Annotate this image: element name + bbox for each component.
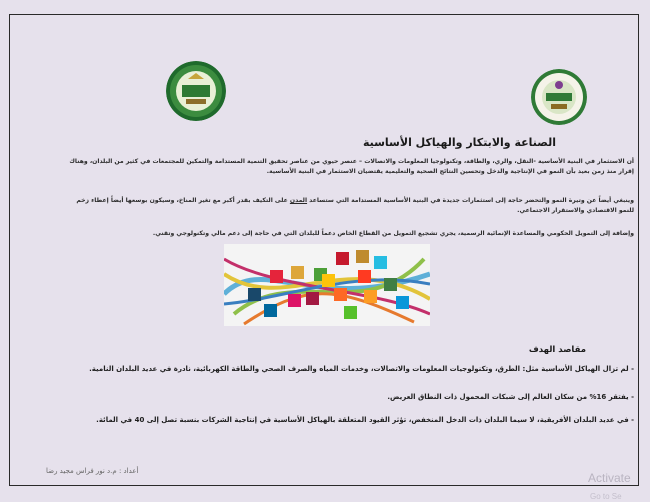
paragraph-2-part-b: على التكيف بقدر أكبر مع تغير المناخ، وسيكون بوسعها أيضاً إعطاء زخم للنمو الاقتصادي والاستقرار الاجتماعي. [76, 197, 634, 214]
sdg-tile-5 [358, 270, 371, 283]
sdg-tile-2 [291, 266, 304, 279]
goal-item: - لم تزال الهياكل الأساسية مثل: الطرق، وتكنولوجيات المعلومات والاتصالات، وخدمات المياه والصرف الصحي والطاقة الكهربائية، نادرة في عديد البلدان النامية. [89, 365, 634, 373]
sdg-tile-13 [384, 278, 397, 291]
sdg-tile-15 [344, 306, 357, 319]
sdg-tile-14 [396, 296, 409, 309]
paragraph-2-underlined: المدن [289, 197, 308, 204]
sdg-tile-12 [356, 250, 369, 263]
goal-item: - يفتقر 16% من سكان العالم إلى شبكات المحمول ذات النطاق العريض. [387, 393, 634, 401]
prepared-by: أعداد : م.د نور فراس مجيد رضا [46, 467, 139, 475]
goal-item: - في عديد البلدان الأفريقية، لا سيما البلدان ذات الدخل المنخفض، تؤثر القيود المتعلقة بالهياكل الأساسية في إنتاجية الشركات بنسبة تصل إلى 40 في المائة. [96, 416, 634, 424]
activation-watermark: Activate [588, 471, 631, 485]
activation-watermark-sub: Go to Se [590, 492, 622, 501]
paragraph-2 [68, 196, 634, 216]
university-logo-right [531, 69, 587, 125]
sdg-tile-9 [334, 288, 347, 301]
sdg-illustration [224, 244, 430, 326]
paragraph-3: وإضافة إلى التمويل الحكومي والمساعدة الإنمائية الرسمية، يجري تشجيع التمويل من القطاع الخاص دعماً للبلدان التي في حاجة إلى دعم مالي وتكنولوجي وتقني. [152, 230, 634, 237]
goals-heading: مقاصد الهدف [528, 345, 586, 355]
sdg-tile-11 [364, 290, 377, 303]
sdg-tile-10 [288, 294, 301, 307]
sdg-tile-17 [248, 288, 261, 301]
sdg-tile-1 [270, 270, 283, 283]
paragraph-2-part-a: وينبغي أيضاً عن وتيرة النمو والتحضر حاجة إلى استثمارات جديدة في البنية الأساسية المستدامة التي ستساعد [307, 197, 634, 204]
page-title: الصناعة والابتكار والهياكل الأساسية [362, 136, 556, 149]
sdg-tile-8 [306, 292, 319, 305]
sdg-tile-7 [322, 274, 335, 287]
sdg-tile-6 [374, 256, 387, 269]
university-logo-left [166, 61, 226, 121]
sdg-tile-16 [264, 304, 277, 317]
paragraph-1: أن الاستثمار في البنية الأساسية -النقل، والري، والطاقة، وتكنولوجيا المعلومات والاتصالات – عنصر حيوي من عناصر تحقيق التنمية المستدامة والتمكين للمجتمعات في كثير من البلدان، وهناك إقرار منذ زمن بعيد بأن النمو في الإنتاجية والدخل وتحسين النتائج الصحية والتعليمية يقتضيان الاستثمار في البنية الأساسية. [69, 158, 634, 175]
sdg-tile-4 [336, 252, 349, 265]
